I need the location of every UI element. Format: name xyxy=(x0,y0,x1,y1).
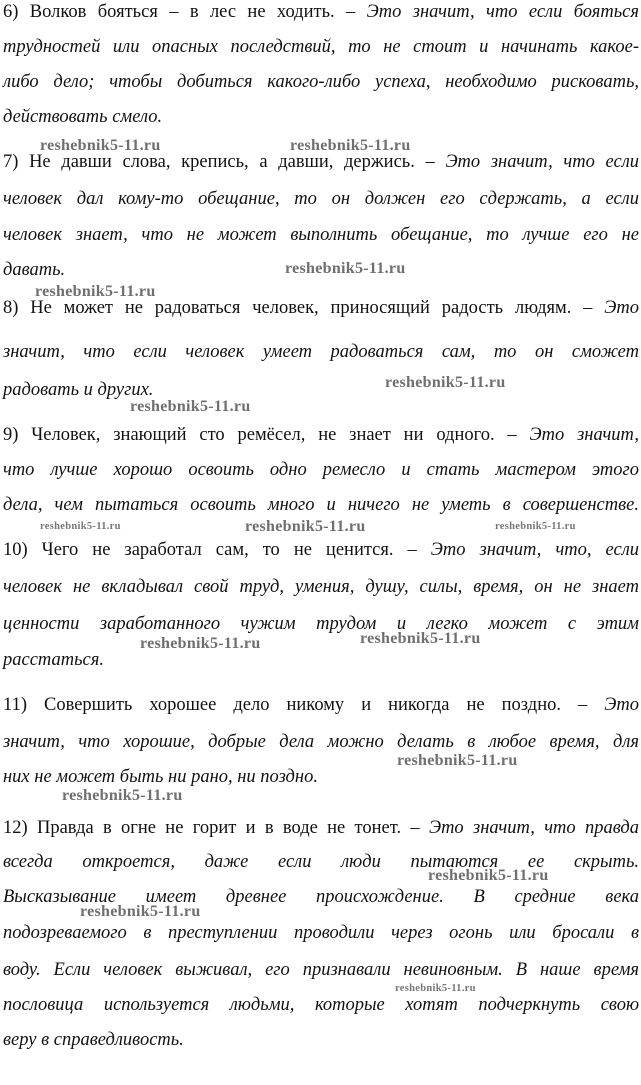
text-line xyxy=(3,423,639,447)
explanation-text: человек дал кому-то обещание, то он должен его сдержать, а если xyxy=(3,189,639,209)
explanation-text: Это значит, xyxy=(529,425,639,445)
text-line xyxy=(3,816,639,840)
explanation-text: человек знает, что не может выполнить обещание, то лучше его не xyxy=(3,225,639,245)
explanation-text: Это значит, что если бояться xyxy=(366,2,639,22)
explanation-text: Это значит, что правда xyxy=(428,818,639,838)
explanation-text: Это xyxy=(604,298,639,318)
text-line xyxy=(3,958,639,982)
explanation-text: либо дело; чтобы добиться какого-либо успеха, необходимо рисковать, xyxy=(3,72,639,92)
text-line xyxy=(3,35,639,59)
watermark: reshebnik5-11.ru xyxy=(395,983,476,994)
explanation-text: веру в справедливость. xyxy=(3,1030,184,1050)
proverb-text: 6) Волков бояться – в лес не ходить. – xyxy=(3,2,367,22)
watermark: reshebnik5-11.ru xyxy=(285,260,406,277)
text-line xyxy=(3,105,639,129)
watermark: reshebnik5-11.ru xyxy=(360,630,481,647)
explanation-text: человек не вкладывал свой труд, умения, душу, силы, время, он не знает xyxy=(3,577,639,597)
explanation-text: Это xyxy=(604,695,639,715)
text-line xyxy=(3,187,639,211)
text-line xyxy=(3,993,639,1017)
explanation-text: подозреваемого в преступлении проводили через огонь или бросали в xyxy=(3,923,639,943)
watermark: reshebnik5-11.ru xyxy=(495,521,576,532)
text-line xyxy=(3,693,639,717)
watermark: reshebnik5-11.ru xyxy=(385,374,506,391)
text-line xyxy=(3,575,639,599)
text-line xyxy=(3,648,639,672)
watermark: reshebnik5-11.ru xyxy=(397,752,518,769)
explanation-text: радовать и других. xyxy=(3,380,154,400)
proverb-text: 7) Не давши слова, крепись, а давши, держись. – xyxy=(3,152,446,172)
explanation-text: трудностей или опасных последствий, то не стоит и начинать какое- xyxy=(3,37,639,57)
explanation-text: дела, чем пытаться освоить много и ничего не уметь в совершенстве. xyxy=(3,495,639,515)
proverb-text: 12) Правда в огне не горит и в воде не тонет. – xyxy=(3,818,429,838)
proverb-text: 9) Человек, знающий сто ремёсел, не знает ни одного. – xyxy=(3,425,530,445)
proverb-text: 11) Совершить хорошее дело никому и никогда не поздно. – xyxy=(3,695,605,715)
watermark: reshebnik5-11.ru xyxy=(428,867,549,884)
explanation-text: значит, что если человек умеет радоваться сам, то он сможет xyxy=(3,342,639,362)
watermark: reshebnik5-11.ru xyxy=(80,903,201,920)
explanation-text: давать. xyxy=(3,260,66,280)
text-line xyxy=(3,458,639,482)
watermark: reshebnik5-11.ru xyxy=(35,283,156,300)
explanation-text: них не может быть ни рано, ни поздно. xyxy=(3,767,318,787)
proverb-text: 8) Не может не радоваться человек, приносящий радость людям. – xyxy=(3,298,605,318)
text-line xyxy=(3,612,639,636)
text-line xyxy=(3,921,639,945)
explanation-text: воду. Если человек выживал, его признавали невиновным. В наше время xyxy=(3,960,639,980)
explanation-text: ценности заработанного чужим трудом и легко может с этим xyxy=(3,614,639,634)
text-line xyxy=(3,730,639,754)
text-line xyxy=(3,0,639,24)
text-line xyxy=(3,493,639,517)
explanation-text: пословица используется людьми, которые хотят подчеркнуть свою xyxy=(3,995,639,1015)
watermark: reshebnik5-11.ru xyxy=(62,787,183,804)
explanation-text: расстаться. xyxy=(3,650,104,670)
watermark: reshebnik5-11.ru xyxy=(40,137,161,154)
explanation-text: Это значит, что, если xyxy=(430,540,640,560)
proverb-text: 10) Чего не заработал сам, то не ценится. – xyxy=(3,540,431,560)
text-line xyxy=(3,340,639,364)
text-line xyxy=(3,378,639,402)
explanation-text: что лучше хорошо освоить одно ремесло и стать мастером этого xyxy=(3,460,639,480)
explanation-text: Высказывание имеет древнее происхождение. В средние века xyxy=(3,887,639,907)
text-line xyxy=(3,223,639,247)
explanation-text: действовать смело. xyxy=(3,107,163,127)
watermark: reshebnik5-11.ru xyxy=(130,398,251,415)
text-line xyxy=(3,765,639,789)
explanation-text: Это значит, что если xyxy=(445,152,640,172)
text-line xyxy=(3,70,639,94)
text-line xyxy=(3,538,639,562)
text-line xyxy=(3,1028,639,1052)
watermark: reshebnik5-11.ru xyxy=(40,521,121,532)
watermark: reshebnik5-11.ru xyxy=(140,635,261,652)
watermark: reshebnik5-11.ru xyxy=(245,518,366,535)
explanation-text: значит, что хорошие, добрые дела можно делать в любое время, для xyxy=(3,732,639,752)
watermark: reshebnik5-11.ru xyxy=(290,137,411,154)
explanation-text: всегда откроется, даже если люди пытаются ее скрыть. xyxy=(3,852,639,872)
